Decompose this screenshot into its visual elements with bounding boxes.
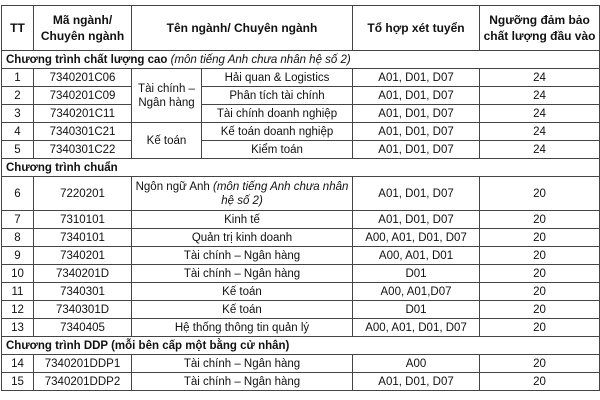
table-row [2, 141, 600, 159]
cell-tt: 9 [2, 247, 34, 265]
cell-code: 7340201C09 [34, 87, 132, 105]
cell-tt: 15 [2, 373, 34, 391]
cell-threshold: 24 [480, 69, 600, 87]
table-row [2, 177, 600, 211]
cell-name: Hệ thống thông tin quản lý [132, 319, 353, 337]
cell-combo: A01, D01, D07 [353, 69, 480, 87]
cell-name [132, 177, 353, 211]
cell-name: Tài chính – Ngân hàng [132, 373, 353, 391]
table-row [2, 319, 600, 337]
header-combo: Tổ hợp xét tuyển [353, 6, 480, 51]
cell-tt: 2 [2, 87, 34, 105]
cell-code: 7340201C11 [34, 105, 132, 123]
cell-combo: A00, A01, D01 [353, 247, 480, 265]
cell-name: Kế toán [132, 301, 353, 319]
section-ddp-title: Chương trình DDP (mỗi bên cấp một bằng cử nhân) [2, 337, 600, 355]
cell-threshold: 20 [480, 211, 600, 229]
table-row [2, 283, 600, 301]
cell-group-tcnh: Tài chính – Ngân hàng [132, 69, 202, 123]
cell-combo: A01, D01, D07 [353, 105, 480, 123]
header-code: Mã ngành/ Chuyên ngành [34, 6, 132, 51]
cell-tt: 7 [2, 211, 34, 229]
cell-code: 7340301C22 [34, 141, 132, 159]
cell-name: Quản trị kinh doanh [132, 229, 353, 247]
cell-threshold: 24 [480, 87, 600, 105]
section-clc-note: (môn tiếng Anh chưa nhân hệ số 2) [170, 53, 351, 66]
cell-code: 7340301D [34, 301, 132, 319]
cell-name-note: (môn tiếng Anh chưa nhân hệ số 2) [213, 180, 349, 207]
cell-tt: 5 [2, 141, 34, 159]
cell-tt: 11 [2, 283, 34, 301]
cell-combo: A01, D01, D07 [353, 211, 480, 229]
cell-name: Tài chính doanh nghiệp [202, 105, 353, 123]
cell-code: 7340201C06 [34, 69, 132, 87]
cell-name: Tài chính – Ngân hàng [132, 355, 353, 373]
table-row [2, 105, 600, 123]
cell-code: 7340405 [34, 319, 132, 337]
cell-threshold: 20 [480, 229, 600, 247]
table-row [2, 355, 600, 373]
section-row-clc [2, 51, 600, 69]
cell-threshold: 20 [480, 373, 600, 391]
table-row [2, 87, 600, 105]
cell-combo: A01, D01, D07 [353, 373, 480, 391]
cell-name: Kế toán doanh nghiệp [202, 123, 353, 141]
cell-tt: 6 [2, 177, 34, 211]
cell-code: 7310101 [34, 211, 132, 229]
cell-code: 7340101 [34, 229, 132, 247]
cell-combo: A01, D01, D07 [353, 141, 480, 159]
cell-code: 7340201 [34, 247, 132, 265]
table-row [2, 265, 600, 283]
cell-combo: A00, A01, D01, D07 [353, 319, 480, 337]
cell-name: Tài chính – Ngân hàng [132, 247, 353, 265]
cell-threshold: 20 [480, 177, 600, 211]
table-row [2, 247, 600, 265]
cell-threshold: 20 [480, 247, 600, 265]
header-threshold: Ngưỡng đảm bảo chất lượng đầu vào [480, 6, 600, 51]
section-row-chuan [2, 159, 600, 177]
cell-code: 7340201DDP2 [34, 373, 132, 391]
cell-combo: A01, D01, D07 [353, 123, 480, 141]
table-row [2, 123, 600, 141]
header-row [2, 6, 600, 51]
cell-combo: A00, A01,D07 [353, 283, 480, 301]
section-row-ddp [2, 337, 600, 355]
cell-tt: 1 [2, 69, 34, 87]
cell-threshold: 24 [480, 105, 600, 123]
cell-tt: 3 [2, 105, 34, 123]
cell-combo: A00 [353, 355, 480, 373]
section-title-clc [2, 51, 600, 69]
cell-name-main: Ngôn ngữ Anh [135, 180, 210, 193]
cell-threshold: 20 [480, 319, 600, 337]
cell-combo: D01 [353, 265, 480, 283]
cell-group-kt: Kế toán [132, 123, 202, 159]
cell-name: Phân tích tài chính [202, 87, 353, 105]
table-row [2, 301, 600, 319]
cell-tt: 4 [2, 123, 34, 141]
header-name: Tên ngành/ Chuyên ngành [132, 6, 353, 51]
cell-threshold: 20 [480, 283, 600, 301]
cell-code: 7220201 [34, 177, 132, 211]
section-chuan-title: Chương trình chuẩn [2, 159, 600, 177]
cell-threshold: 20 [480, 265, 600, 283]
cell-tt: 8 [2, 229, 34, 247]
cell-combo: D01 [353, 301, 480, 319]
cell-tt: 10 [2, 265, 34, 283]
cell-tt: 12 [2, 301, 34, 319]
cell-threshold: 20 [480, 301, 600, 319]
section-clc-title: Chương trình chất lượng cao [6, 53, 168, 66]
cell-name: Hải quan & Logistics [202, 69, 353, 87]
cell-combo: A01, D01, D07 [353, 177, 480, 211]
cell-combo: A00, A01, D01, D07 [353, 229, 480, 247]
cell-code: 7340301C21 [34, 123, 132, 141]
cell-name: Kiểm toán [202, 141, 353, 159]
cell-tt: 14 [2, 355, 34, 373]
cell-name: Kế toán [132, 283, 353, 301]
table-row [2, 229, 600, 247]
cell-threshold: 20 [480, 355, 600, 373]
table-row [2, 211, 600, 229]
cell-tt: 13 [2, 319, 34, 337]
cell-name: Tài chính – Ngân hàng [132, 265, 353, 283]
cell-threshold: 24 [480, 123, 600, 141]
admission-table [1, 5, 600, 391]
cell-code: 7340201DDP1 [34, 355, 132, 373]
cell-combo: A01, D01, D07 [353, 87, 480, 105]
table-row [2, 69, 600, 87]
cell-code: 7340301 [34, 283, 132, 301]
header-tt: TT [2, 6, 34, 51]
cell-code: 7340201D [34, 265, 132, 283]
cell-name: Kinh tế [132, 211, 353, 229]
table-row [2, 373, 600, 391]
cell-threshold: 24 [480, 141, 600, 159]
